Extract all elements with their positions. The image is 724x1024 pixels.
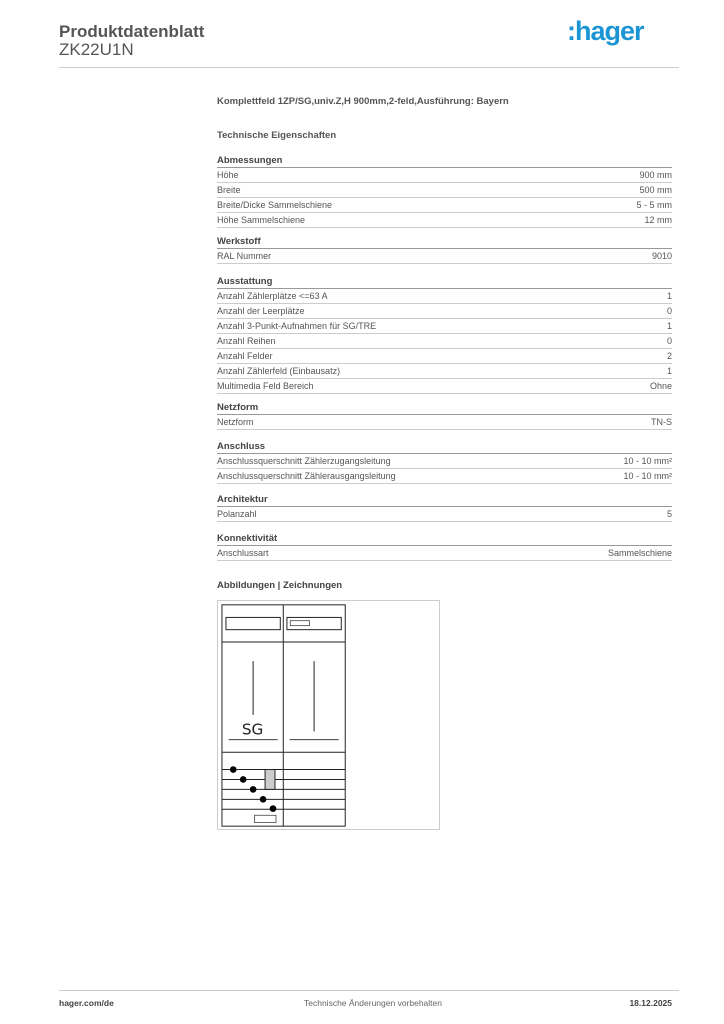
footer-date: 18.12.2025 [629, 998, 672, 1008]
property-value: Sammelschiene [607, 548, 672, 558]
hager-logo: :hager [567, 16, 644, 46]
property-value: 900 mm [639, 170, 672, 180]
product-code: ZK22U1N [59, 40, 134, 59]
table-row [217, 334, 672, 349]
property-value: TN-S [651, 417, 672, 427]
footer-website[interactable]: hager.com/de [59, 998, 114, 1008]
section-abmessungen [217, 155, 672, 228]
property-label: Anschlussart [217, 548, 269, 558]
table-row [217, 364, 672, 379]
property-value: Ohne [649, 381, 672, 391]
table-row [217, 289, 672, 304]
section-title: Architektur [217, 494, 672, 507]
section-architektur [217, 494, 672, 522]
property-label: Anzahl 3-Punkt-Aufnahmen für SG/TRE [217, 321, 377, 331]
table-row [217, 546, 672, 561]
property-label: Polanzahl [217, 509, 257, 519]
property-value: 5 - 5 mm [636, 200, 672, 210]
property-label: Höhe [217, 170, 239, 180]
property-value: 1 [666, 321, 672, 331]
property-value: 0 [666, 336, 672, 346]
section-werkstoff [217, 236, 672, 264]
section-title: Werkstoff [217, 236, 672, 249]
property-label: Höhe Sammelschiene [217, 215, 306, 225]
footer-disclaimer: Technische Änderungen vorbehalten [304, 998, 442, 1008]
product-description: Komplettfeld 1ZP/SG,univ.Z,H 900mm,2-feld,Ausführung: Bayern [217, 96, 509, 107]
table-row [217, 249, 672, 264]
property-label: Anzahl Zählerplätze <=63 A [217, 291, 328, 301]
drawing [217, 600, 440, 830]
footer-divider [59, 990, 679, 991]
page-title: Produktdatenblatt [59, 22, 205, 41]
section-title: Abmessungen [217, 155, 672, 168]
property-value: 10 - 10 mm² [623, 471, 672, 481]
table-row [217, 454, 672, 469]
property-value: 2 [666, 351, 672, 361]
table-row [217, 304, 672, 319]
section-title: Netzform [217, 402, 672, 415]
section-anschluss [217, 441, 672, 484]
section-ausstattung [217, 276, 672, 394]
table-row [217, 213, 672, 228]
property-label: Netzform [217, 417, 254, 427]
property-value: 1 [666, 366, 672, 376]
property-value: 12 mm [644, 215, 672, 225]
sg-label: SG [241, 720, 264, 739]
section-title: Konnektivität [217, 533, 672, 546]
property-label: Anzahl der Leerplätze [217, 306, 305, 316]
property-label: Anschlussquerschnitt Zählerausgangsleitung [217, 471, 396, 481]
table-row [217, 168, 672, 183]
table-row [217, 183, 672, 198]
property-label: RAL Nummer [217, 251, 272, 261]
property-label: Anzahl Reihen [217, 336, 276, 346]
property-label: Anzahl Felder [217, 351, 273, 361]
property-label: Breite/Dicke Sammelschiene [217, 200, 333, 210]
property-label: Multimedia Feld Bereich [217, 381, 314, 391]
property-label: Anzahl Zählerfeld (Einbausatz) [217, 366, 341, 376]
table-row [217, 415, 672, 430]
property-label: Breite [217, 185, 241, 195]
table-row [217, 349, 672, 364]
table-row [217, 469, 672, 484]
section-title: Ausstattung [217, 276, 672, 289]
header-divider [59, 67, 679, 68]
table-row [217, 379, 672, 394]
tech-heading: Technische Eigenschaften [217, 130, 337, 141]
section-konnektivität [217, 533, 672, 561]
table-row [217, 319, 672, 334]
property-value: 0 [666, 306, 672, 316]
property-value: 500 mm [639, 185, 672, 195]
table-row [217, 507, 672, 522]
property-value: 1 [666, 291, 672, 301]
figures-heading: Abbildungen | Zeichnungen [217, 580, 343, 591]
property-value: 5 [666, 509, 672, 519]
section-netzform [217, 402, 672, 430]
table-row [217, 198, 672, 213]
section-title: Anschluss [217, 441, 672, 454]
property-value: 10 - 10 mm² [623, 456, 672, 466]
property-label: Anschlussquerschnitt Zählerzugangsleitung [217, 456, 391, 466]
property-value: 9010 [651, 251, 672, 261]
